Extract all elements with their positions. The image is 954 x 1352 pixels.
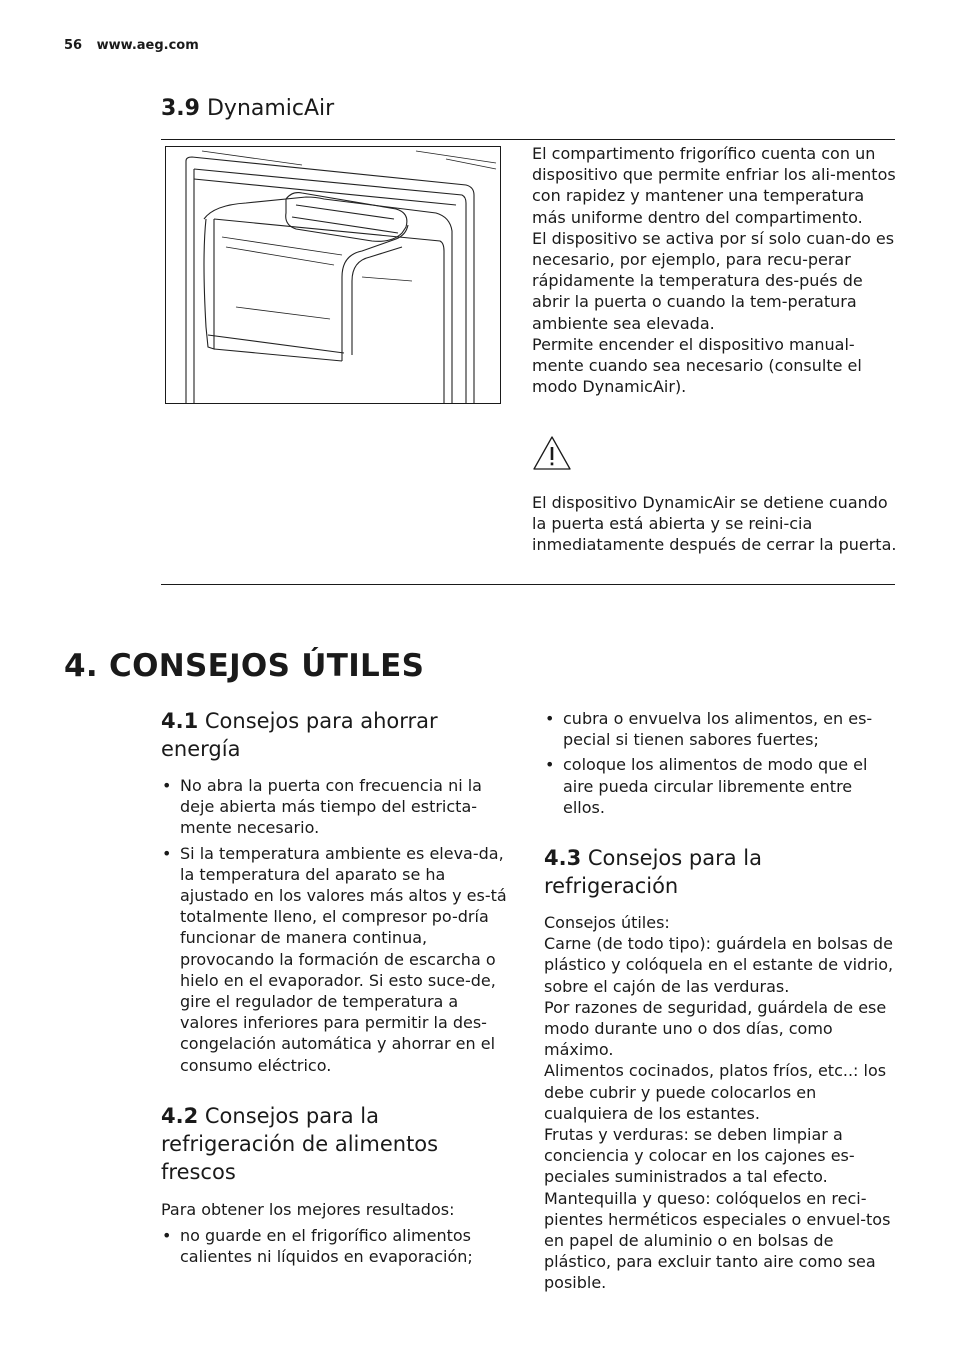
section-title: Consejos para la refrigeración [544, 846, 762, 898]
list-item: • coloque los alimentos de modo que el aire pueda circular libremente entre ellos. [543, 754, 899, 818]
warning-text: El dispositivo DynamicAir se detiene cuando la puerta está abierta y se reini-cia inmediatamente después de cerrar la puerta. [532, 493, 897, 555]
list-item: • No abra la puerta con frecuencia ni la deje abierta más tiempo del estricta-mente necesario. [160, 775, 512, 839]
list-item: • Si la temperatura ambiente es eleva-da, la temperatura del aparato se ha ajustado en los valores más altos y es-tá totalmente lleno, el compresor po-dría funcionar de manera continua, provocando la formación de escarcha o hielo en el evaporador. Si esto suce-de, gire el regulador de temperatura a valores inferiores para permitir la des-congelación automática y ahorrar en el consumo eléctrico. [160, 843, 512, 1076]
section-4-3-heading [544, 844, 894, 900]
paragraph: El dispositivo se activa por sí solo cuan-do es necesario, por ejemplo, para recu-perar rápidamente la temperatura des-pués de abrir la puerta o cuando la tem-peratura ambiente sea elevada. [532, 228, 895, 333]
paragraph: Consejos útiles: [544, 913, 670, 932]
section-3-9-heading [161, 96, 334, 121]
dynamicair-illustration [165, 146, 501, 404]
chapter-title: CONSEJOS ÚTILES [109, 648, 425, 684]
paragraph: Carne (de todo tipo): guárdela en bolsas de plástico y colóquela en el estante de vidrio, sobre el cajón de las verduras. [544, 934, 894, 996]
section-title: DynamicAir [206, 96, 335, 121]
chapter-number: 4. [64, 648, 98, 684]
page-number: 56 [64, 38, 83, 53]
warning-triangle-icon [532, 435, 572, 471]
paragraph: El compartimento frigorífico cuenta con un dispositivo que permite enfriar los ali-mentos con rapidez y mantener una temperatura más uniforme dentro del compartimento. [532, 144, 896, 227]
section-4-1-list [160, 775, 512, 1080]
section-4-2-intro: Para obtener los mejores resultados: [161, 1200, 455, 1219]
section-top-rule [161, 139, 895, 140]
list-item: • cubra o envuelva los alimentos, en es-pecial si tienen sabores fuertes; [543, 708, 899, 750]
section-4-3-text [544, 912, 900, 1294]
section-number: 4.2 [161, 1104, 199, 1128]
section-title: Consejos para la refrigeración de alimentos frescos [161, 1104, 439, 1184]
section-4-2-list-right [543, 708, 899, 822]
section-title: Consejos para ahorrar energía [161, 709, 438, 761]
section-number: 3.9 [161, 96, 200, 121]
paragraph: Mantequilla y queso: colóquelos en reci-pientes herméticos especiales o envuel-tos en papel de aluminio o en bolsas de plástico, para excluir tanto aire como sea posible. [544, 1188, 891, 1293]
page-header [64, 38, 199, 53]
chapter-heading [64, 648, 424, 684]
site-url: www.aeg.com [96, 38, 199, 53]
section-3-9-text [532, 143, 898, 397]
paragraph: Alimentos cocinados, platos fríos, etc..: los debe cubrir y puede colocarlos en cualquiera de los estantes. [544, 1061, 887, 1123]
section-bottom-rule [161, 584, 895, 585]
paragraph: Permite encender el dispositivo manual-mente cuando sea necesario (consulte el modo DynamicAir). [532, 334, 862, 397]
section-number: 4.3 [544, 846, 582, 870]
paragraph: Por razones de seguridad, guárdela de ese modo durante uno o dos días, como máximo. [544, 997, 887, 1060]
section-number: 4.1 [161, 709, 199, 733]
section-4-2-list-left [160, 1225, 512, 1271]
list-item: • no guarde en el frigorífico alimentos calientes ni líquidos en evaporación; [160, 1225, 512, 1267]
section-4-2-heading [161, 1102, 511, 1186]
section-4-1-heading [161, 707, 501, 763]
paragraph: Frutas y verduras: se deben limpiar a conciencia y colocar en los cajones es-peciales suministrados a tal efecto. [544, 1125, 855, 1187]
